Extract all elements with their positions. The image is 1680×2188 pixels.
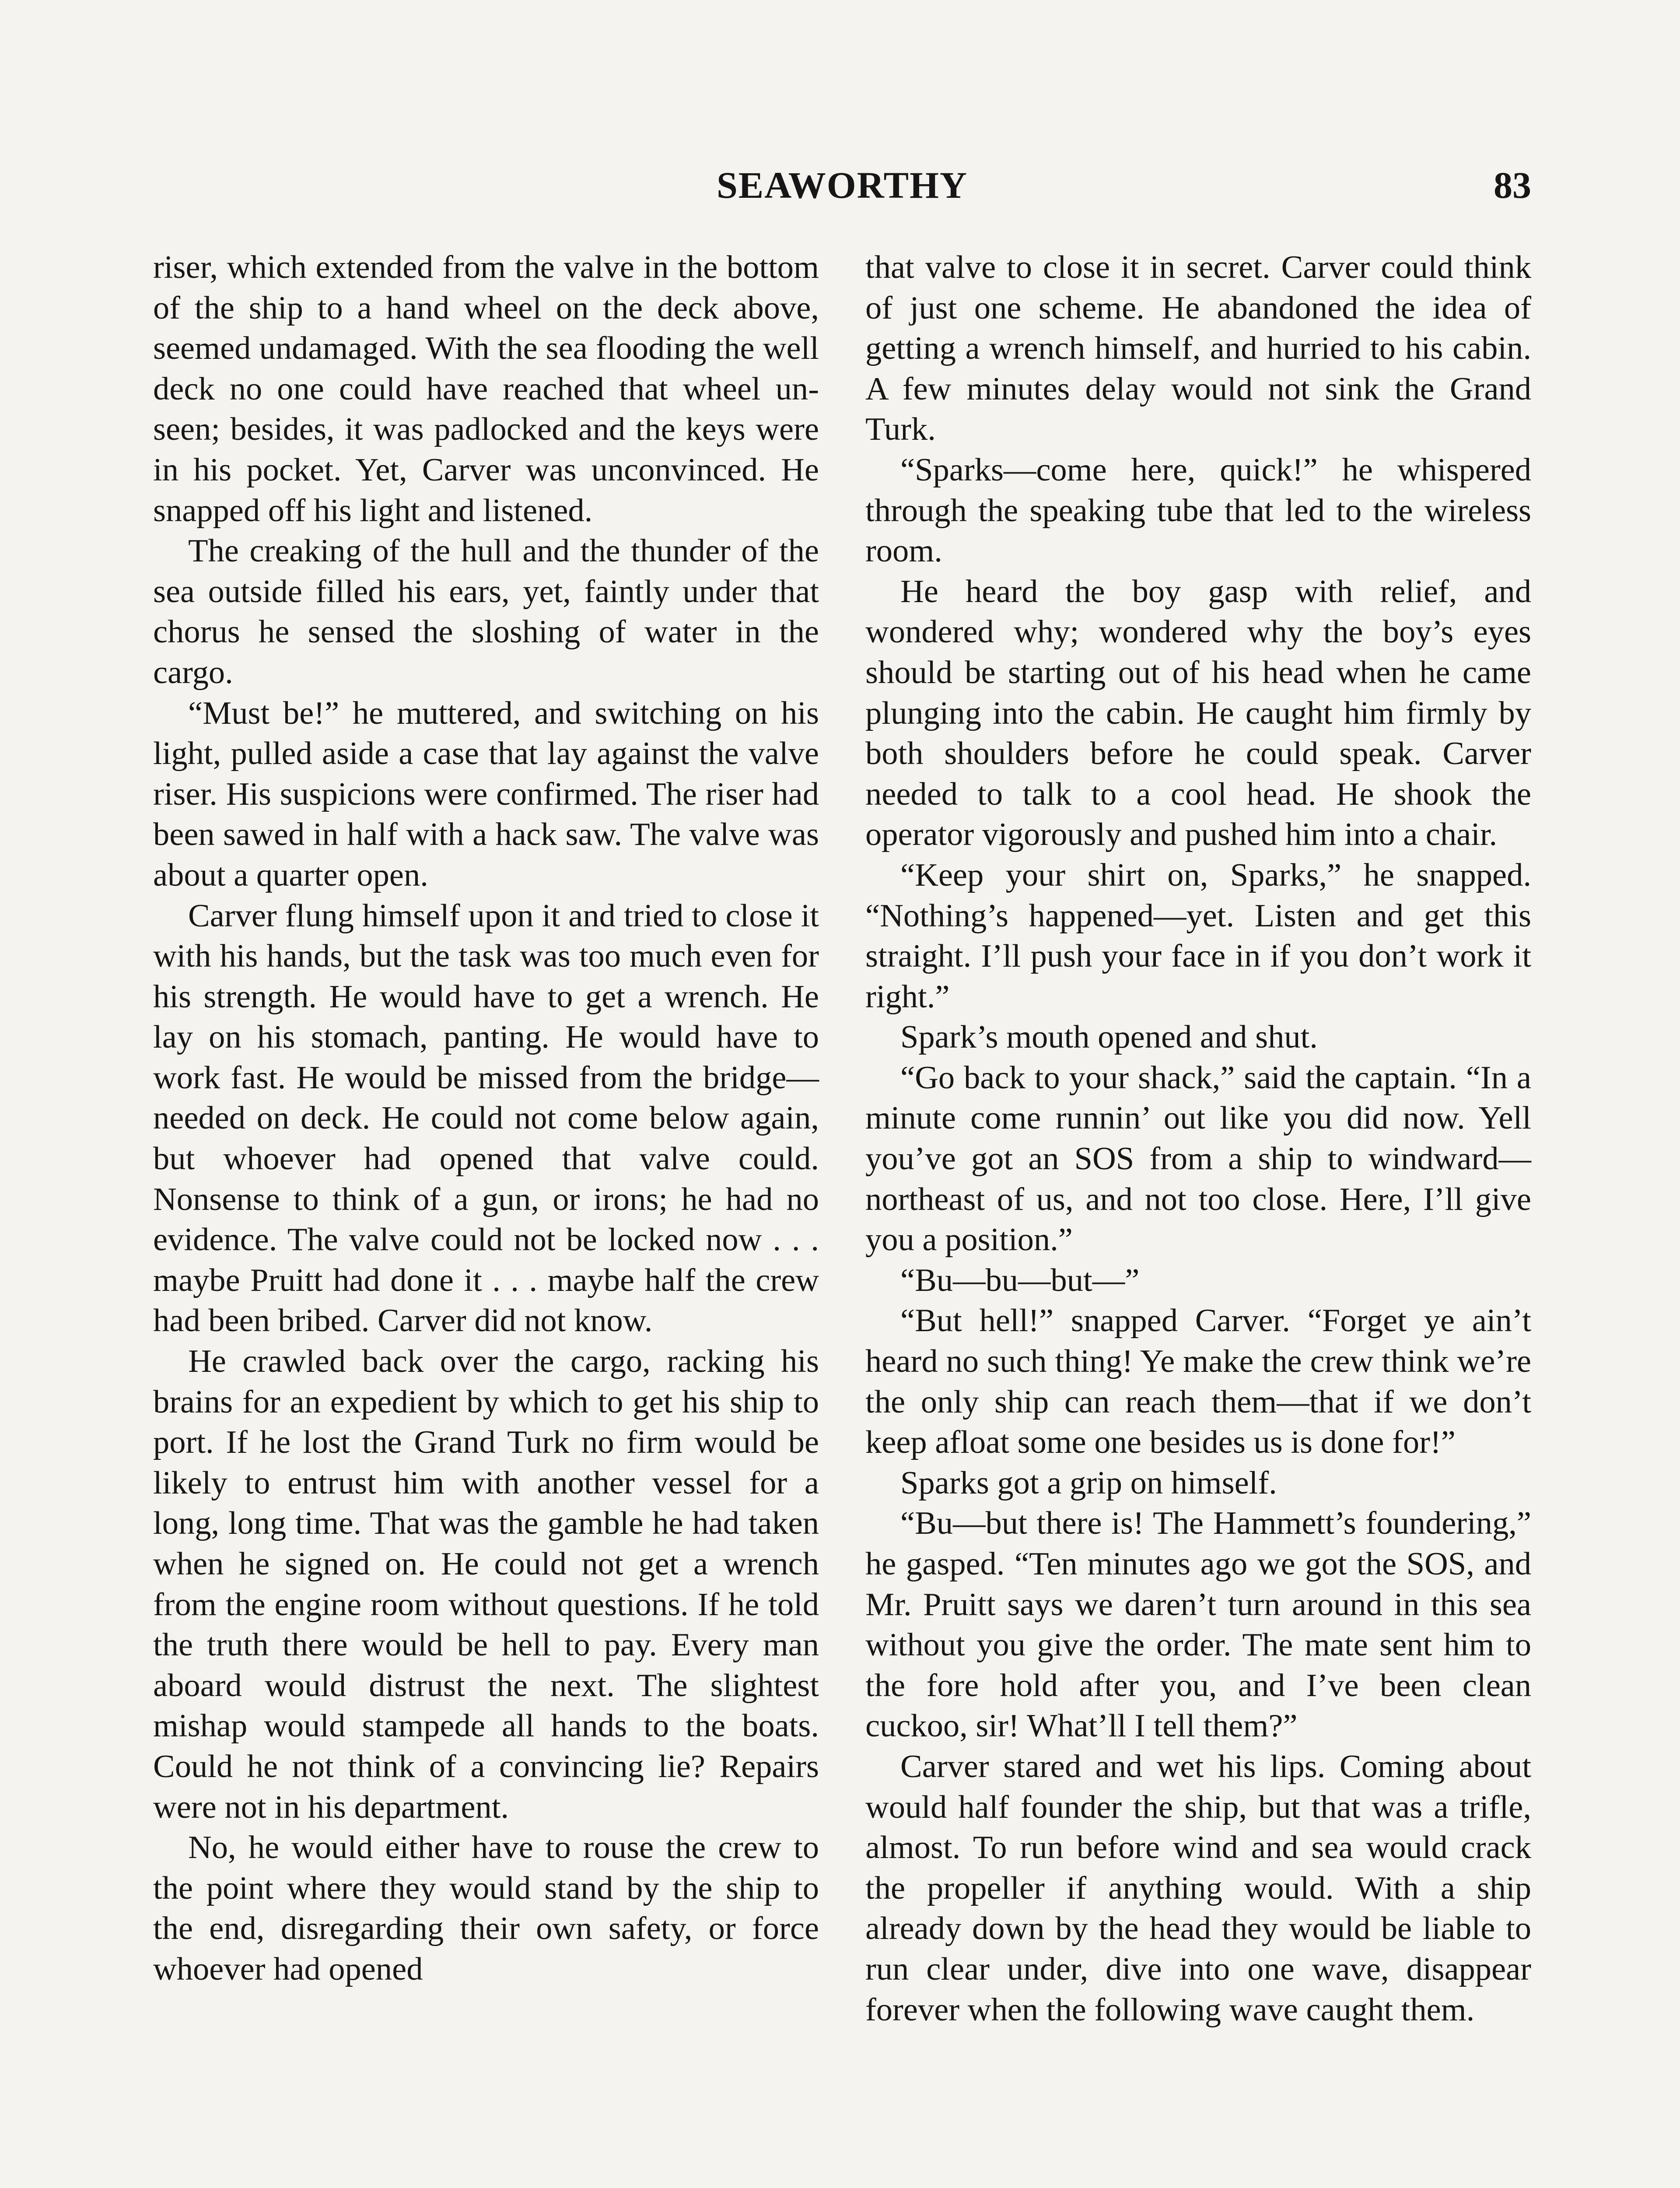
running-title: SEAWORTHY: [716, 164, 968, 206]
paragraph: “Sparks—come here, quick!” he whispered through the speaking tube that led to the wireless room.: [865, 452, 1531, 569]
paragraph: “Go back to your shack,” said the captain. “In a minute come runnin’ out like you did now. Yell you’ve got an SOS from a ship to windward—northeast of us, and not too close. Here, I’ll give you a position.”: [865, 1059, 1531, 1258]
page-number: 83: [1494, 164, 1531, 206]
paragraph: riser, which extended from the valve in the bottom of the ship to a hand wheel on the deck above, seemed undamaged. With the sea flooding the well deck no one could have reached that wheel unseen; besides, it was padlocked and the keys were in his pocket. Yet, Carver was unconvinced. He snapped off his light and listened.: [153, 249, 819, 529]
right-text-column: [865, 247, 1531, 2030]
paragraph: that valve to close it in secret. Carver could think of just one scheme. He abandoned the idea of getting a wrench himself, and hurried to his cabin. A few minutes delay would not sink the Grand Turk.: [865, 249, 1531, 448]
paragraph: “Bu—bu—but—”: [900, 1262, 1140, 1298]
paragraph: Carver flung himself upon it and tried to close it with his hands, but the task was too much even for his strength. He would have to get a wrench. He lay on his stomach, panting. He would have to work fast. He would be missed from the bridge—needed on deck. He could not come below again, but whoever had opened that valve could. Nonsense to think of a gun, or irons; he had no evidence. The valve could not be locked now . . . maybe Pruitt had done it . . . maybe half the crew had been bribed. Carver did not know.: [153, 898, 819, 1339]
paragraph: “Bu—but there is! The Hammett’s foundering,” he gasped. “Ten minutes ago we got the SOS, and Mr. Pruitt says we daren’t turn around in this sea without you give the order. The mate sent him to the fore hold after you, and I’ve been clean cuckoo, sir! What’ll I tell them?”: [865, 1505, 1531, 1744]
paragraph: “But hell!” snapped Carver. “Forget ye ain’t heard no such thing! Ye make the crew think we’re the only ship can reach them—that if we don’t keep afloat some one besides us is done for!”: [865, 1303, 1531, 1461]
paragraph: Sparks got a grip on himself.: [900, 1465, 1277, 1501]
paragraph: “Keep your shirt on, Sparks,” he snapped. “Nothing’s happened—yet. Listen and get this straight. I’ll push your face in if you don’t work it right.”: [865, 857, 1531, 1015]
paragraph: He heard the boy gasp with relief, and wondered why; wondered why the boy’s eyes should be starting out of his head when he came plunging into the cabin. He caught him firmly by both shoulders before he could speak. Carver needed to talk to a cool head. He shook the operator vigorously and pushed him into a chair.: [865, 573, 1531, 853]
paragraph: “Must be!” he muttered, and switching on his light, pulled aside a case that lay against the valve riser. His suspicions were confirmed. The riser had been sawed in half with a hack saw. The valve was about a quarter open.: [153, 695, 819, 893]
paragraph: He crawled back over the cargo, racking his brains for an expedient by which to get his ship to port. If he lost the Grand Turk no firm would be likely to entrust him with another vessel for a long, long time. That was the gamble he had taken when he signed on. He could not get a wrench from the engine room without questions. If he told the truth there would be hell to pay. Every man aboard would distrust the next. The slightest mishap would stampede all hands to the boats. Could he not think of a convincing lie? Repairs were not in his department.: [153, 1343, 819, 1825]
paragraph: Carver stared and wet his lips. Coming about would half founder the ship, but that was a trifle, almost. To run before wind and sea would crack the propeller if anything would. With a ship already down by the head they would be liable to run clear under, dive into one wave, disappear forever when the following wave caught them.: [865, 1748, 1531, 2028]
paragraph: No, he would either have to rouse the crew to the point where they would stand by the ship to the end, disregarding their own safety, or force whoever had opened: [153, 1830, 819, 1987]
running-head: [153, 161, 1531, 209]
paragraph: Spark’s mouth opened and shut.: [900, 1019, 1318, 1055]
paragraph: The creaking of the hull and the thunder of the sea outside filled his ears, yet, faintly under that chorus he sensed the sloshing of water in the cargo.: [153, 533, 819, 691]
left-text-column: [153, 247, 819, 1990]
